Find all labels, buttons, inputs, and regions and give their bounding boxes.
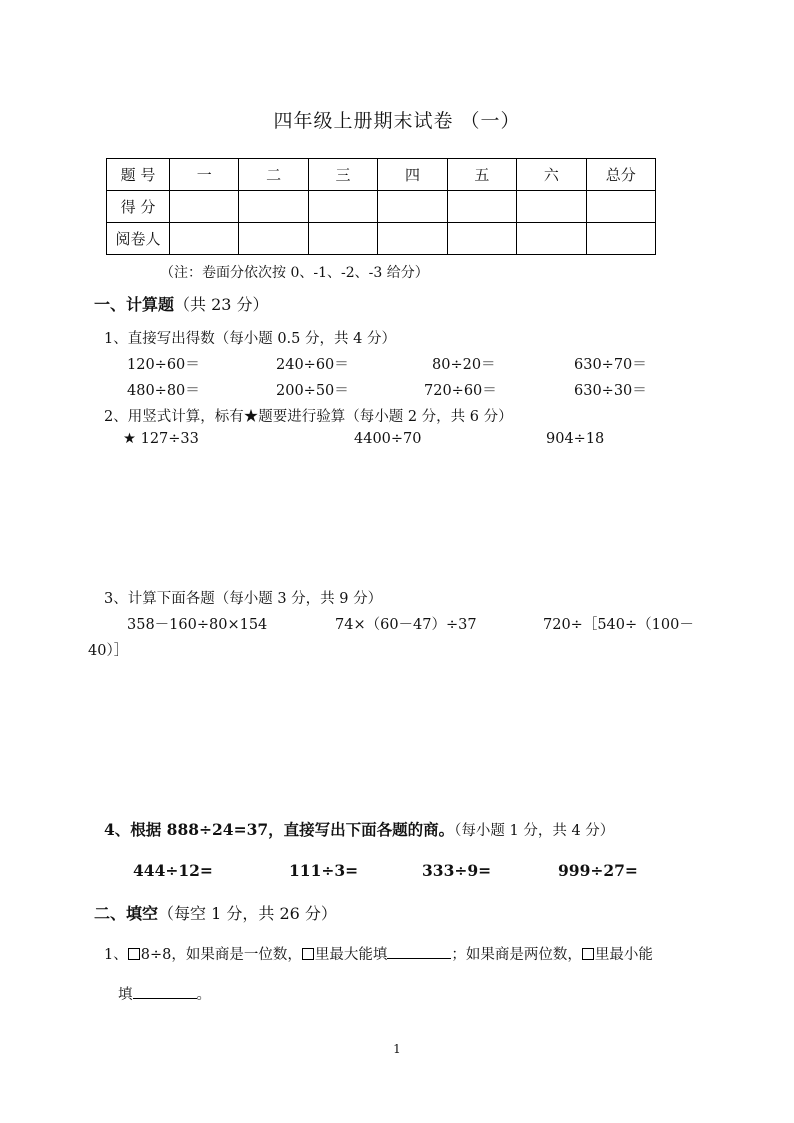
division-item: ★ 127÷33 — [123, 431, 199, 447]
section-2-heading — [94, 901, 337, 924]
row-label: 得 分 — [107, 191, 170, 223]
section-2-title: 二、填空 — [94, 904, 159, 923]
arithmetic-item: 630÷30＝ — [574, 383, 647, 399]
expression-continuation: 40）］ — [88, 643, 129, 659]
blank-box — [582, 948, 594, 960]
question-1-3-title: 3、计算下面各题（每小题 3 分，共 9 分） — [104, 591, 383, 607]
table-header-cell: 四 — [378, 159, 447, 191]
score-cell[interactable] — [517, 191, 586, 223]
arithmetic-item: 240÷60＝ — [276, 357, 349, 373]
table-header-cell: 总分 — [586, 159, 655, 191]
score-table — [106, 158, 656, 255]
arithmetic-item: 720÷60＝ — [424, 383, 497, 399]
score-cell[interactable] — [586, 191, 655, 223]
table-header-cell: 三 — [308, 159, 377, 191]
score-cell[interactable] — [378, 191, 447, 223]
grader-cell[interactable] — [447, 223, 516, 255]
score-cell[interactable] — [239, 191, 308, 223]
grader-cell[interactable] — [239, 223, 308, 255]
answer-blank[interactable] — [387, 945, 451, 959]
question-1-1-title: 1、直接写出得数（每小题 0.5 分，共 4 分） — [104, 331, 396, 347]
arithmetic-item: 200÷50＝ — [276, 383, 349, 399]
arithmetic-item: 120÷60＝ — [127, 357, 200, 373]
grader-cell[interactable] — [586, 223, 655, 255]
question-text: 。 — [196, 987, 211, 1003]
score-table-header-row — [107, 159, 656, 191]
question-text: 里最大能填 — [314, 947, 388, 963]
quotient-item: 444÷12= — [133, 861, 213, 880]
quotient-item: 333÷9= — [422, 861, 492, 880]
grader-row — [107, 223, 656, 255]
section-1-points: （共 23 分） — [174, 295, 269, 314]
fill-question-1-line-2 — [118, 983, 211, 1004]
table-header-cell: 二 — [239, 159, 308, 191]
blank-box — [128, 948, 140, 960]
division-item: 4400÷70 — [354, 431, 422, 447]
answer-blank[interactable] — [133, 985, 197, 999]
score-cell[interactable] — [170, 191, 239, 223]
question-1-2-title: 2、用竖式计算，标有★题要进行验算（每小题 2 分，共 6 分） — [104, 409, 513, 425]
quotient-item: 999÷27= — [558, 861, 638, 880]
question-1-4-points: （每小题 1 分，共 4 分） — [454, 823, 615, 839]
table-header-cell: 题 号 — [107, 159, 170, 191]
scoring-note: （注：卷面分依次按 0、-1、-2、-3 给分） — [160, 265, 429, 281]
expression-item: 720÷［540÷（100－ — [543, 617, 694, 633]
quotient-item: 111÷3= — [289, 861, 359, 880]
score-cell[interactable] — [308, 191, 377, 223]
score-cell[interactable] — [447, 191, 516, 223]
fill-question-1 — [104, 943, 653, 964]
table-header-cell: 五 — [447, 159, 516, 191]
arithmetic-item: 480÷80＝ — [127, 383, 200, 399]
table-header-cell: 六 — [517, 159, 586, 191]
arithmetic-item: 80÷20＝ — [432, 357, 496, 373]
row-label: 阅卷人 — [107, 223, 170, 255]
grader-cell[interactable] — [378, 223, 447, 255]
blank-box — [302, 948, 314, 960]
arithmetic-item: 630÷70＝ — [574, 357, 647, 373]
division-item: 904÷18 — [546, 431, 605, 447]
question-1-4-title-bold: 4、根据 888÷24=37，直接写出下面各题的商。 — [104, 820, 455, 839]
question-1-4-title — [104, 818, 614, 840]
grader-cell[interactable] — [170, 223, 239, 255]
section-1-heading — [94, 292, 269, 315]
section-2-points: （每空 1 分，共 26 分） — [158, 904, 337, 923]
page-number: 1 — [393, 1042, 401, 1056]
page-title: 四年级上册期末试卷 （一） — [273, 110, 521, 132]
question-text: ；如果商是两位数， — [451, 947, 582, 963]
question-number: 1、 — [104, 947, 128, 963]
question-text: 填 — [118, 987, 133, 1003]
question-text: 里最小能 — [594, 947, 653, 963]
section-1-title: 一、计算题 — [94, 295, 175, 314]
expression-item: 358－160÷80×154 — [127, 617, 268, 633]
expression-item: 74×（60－47）÷37 — [335, 617, 477, 633]
table-header-cell: 一 — [170, 159, 239, 191]
score-row — [107, 191, 656, 223]
question-text: 8÷8，如果商是一位数， — [140, 947, 302, 963]
grader-cell[interactable] — [308, 223, 377, 255]
grader-cell[interactable] — [517, 223, 586, 255]
